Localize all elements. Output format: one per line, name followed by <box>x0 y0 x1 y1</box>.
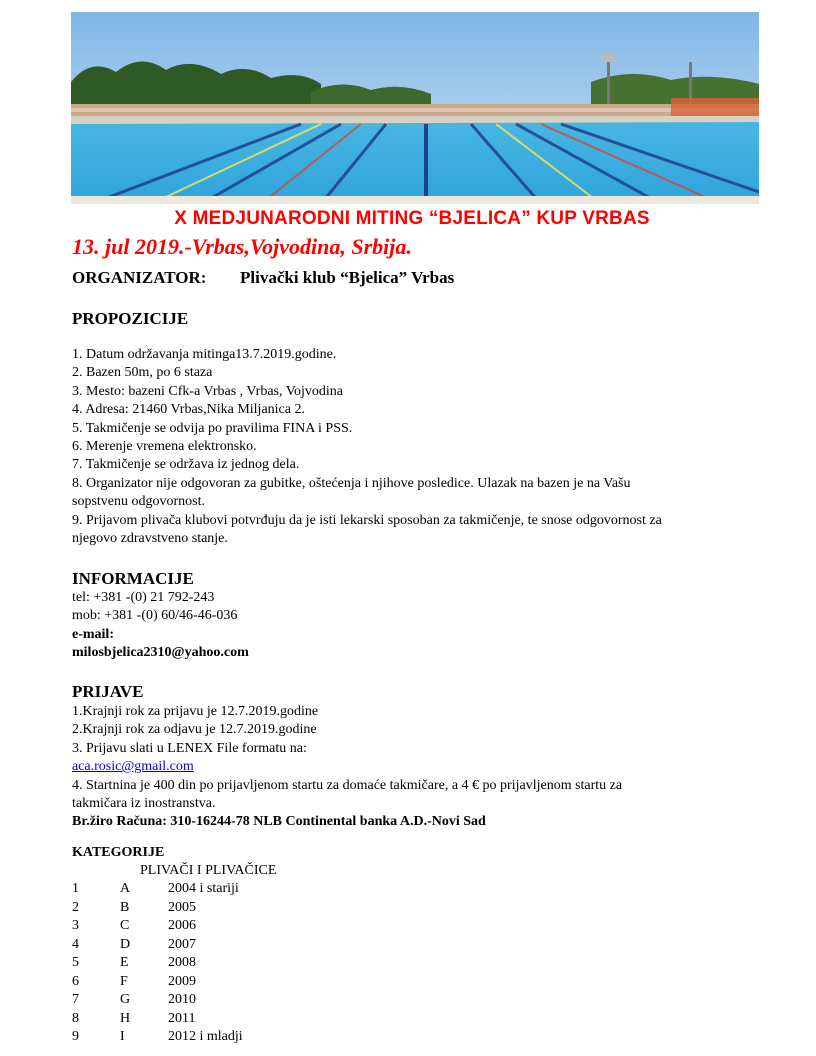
category-letter: C <box>120 918 130 933</box>
list-item: 1. Datum održavanja mitinga13.7.2019.godine. <box>72 347 337 362</box>
organizer-line <box>72 268 454 288</box>
informacije-heading: INFORMACIJE <box>72 569 194 588</box>
category-letter: F <box>120 973 128 989</box>
prijave-line: 2.Krajnji rok za odjavu je 12.7.2019.godine <box>72 722 317 738</box>
email-value: milosbjelica2310@yahoo.com <box>72 645 249 661</box>
prijave-line: 3. Prijavu slati u LENEX File formatu na: <box>72 740 307 756</box>
category-number: 5 <box>72 955 79 970</box>
organizer-label: ORGANIZATOR: <box>72 268 207 287</box>
email-link[interactable]: aca.rosic@gmail.com <box>72 759 194 775</box>
category-letter: G <box>120 992 131 1007</box>
event-title: X MEDJUNARODNI MITING “BJELICA” KUP VRBAS <box>174 208 650 229</box>
organizer-value: Plivački klub “Bjelica” Vrbas <box>240 268 455 287</box>
list-item: 2. Bazen 50m, po 6 staza <box>72 365 213 381</box>
prijave-heading: PRIJAVE <box>72 682 144 701</box>
category-number: 2 <box>72 899 79 915</box>
category-year: 2012 i mladji <box>168 1029 243 1044</box>
tel-line: tel: +381 -(0) 21 792-243 <box>72 590 215 605</box>
category-number: 7 <box>72 992 79 1007</box>
list-item: njegovo zdravstveno stanje. <box>72 531 228 547</box>
table-row <box>72 937 372 955</box>
category-number: 6 <box>72 973 79 989</box>
list-item: 4. Adresa: 21460 Vrbas,Nika Miljanica 2. <box>72 402 305 418</box>
prijave-block <box>72 703 762 832</box>
category-year: 2010 <box>168 992 196 1007</box>
informacije-block <box>72 589 762 663</box>
table-row <box>72 992 372 1010</box>
category-year: 2004 i stariji <box>168 881 239 896</box>
list-item: 3. Mesto: bazeni Cfk-a Vrbas , Vrbas, Vojvodina <box>72 383 344 399</box>
list-item: 9. Prijavom plivača klubovi potvrđuju da je isti lekarski sposoban za takmičenje, te snose odgovornost za <box>72 512 662 528</box>
category-year: 2006 <box>168 918 196 933</box>
propozicije-list <box>72 346 762 548</box>
category-number: 1 <box>72 881 79 896</box>
prijave-line: 1.Krajnji rok za prijavu je 12.7.2019.godine <box>72 704 319 719</box>
list-item: 7. Takmičenje se održava iz jednog dela. <box>72 457 300 473</box>
event-date-place: 13. jul 2019.-Vrbas,Vojvodina, Srbija. <box>72 234 412 259</box>
category-number: 8 <box>72 1010 79 1026</box>
propozicije-heading: PROPOZICIJE <box>72 309 189 328</box>
table-row <box>72 900 372 918</box>
table-row <box>72 1011 372 1029</box>
category-letter: E <box>120 955 129 970</box>
list-item: 8. Organizator nije odgovoran za gubitke, oštećenja i njihove posledice. Ulazak na bazen je na Vašu <box>72 475 631 491</box>
category-year: 2008 <box>168 955 196 970</box>
table-row <box>72 918 372 936</box>
table-row <box>72 1029 372 1047</box>
pool-photo <box>71 12 759 204</box>
category-year: 2007 <box>168 936 196 952</box>
bank-account: Br.žiro Računa: 310-16244-78 NLB Continental banka A.D.-Novi Sad <box>72 814 486 830</box>
kategorije-subheading: PLIVAČI I PLIVAČICE <box>140 863 277 878</box>
pool-illustration <box>71 12 759 204</box>
email-label: e-mail: <box>72 626 114 642</box>
category-number: 3 <box>72 918 79 933</box>
list-item: 6. Merenje vremena elektronsko. <box>72 439 257 455</box>
category-letter: H <box>120 1010 131 1026</box>
category-year: 2005 <box>168 899 196 915</box>
category-letter: A <box>120 881 131 896</box>
category-letter: I <box>120 1029 125 1044</box>
category-year: 2011 <box>168 1010 196 1026</box>
category-number: 4 <box>72 936 79 952</box>
list-item: sopstvenu odgovornost. <box>72 494 205 510</box>
prijave-line: takmičara iz inostranstva. <box>72 796 216 812</box>
category-number: 9 <box>72 1029 79 1044</box>
kategorije-heading: KATEGORIJE <box>72 845 165 860</box>
category-letter: B <box>120 899 130 915</box>
list-item: 5. Takmičenje se odvija po pravilima FINA i PSS. <box>72 420 353 436</box>
mob-line: mob: +381 -(0) 60/46-46-036 <box>72 608 238 624</box>
category-letter: D <box>120 936 131 952</box>
prijave-line: 4. Startnina je 400 din po prijavljenom startu za domaće takmičare, a 4 € po prijavljenom startu za <box>72 777 623 793</box>
table-row <box>72 881 372 899</box>
table-row <box>72 974 372 992</box>
category-year: 2009 <box>168 973 196 989</box>
table-row <box>72 955 372 973</box>
